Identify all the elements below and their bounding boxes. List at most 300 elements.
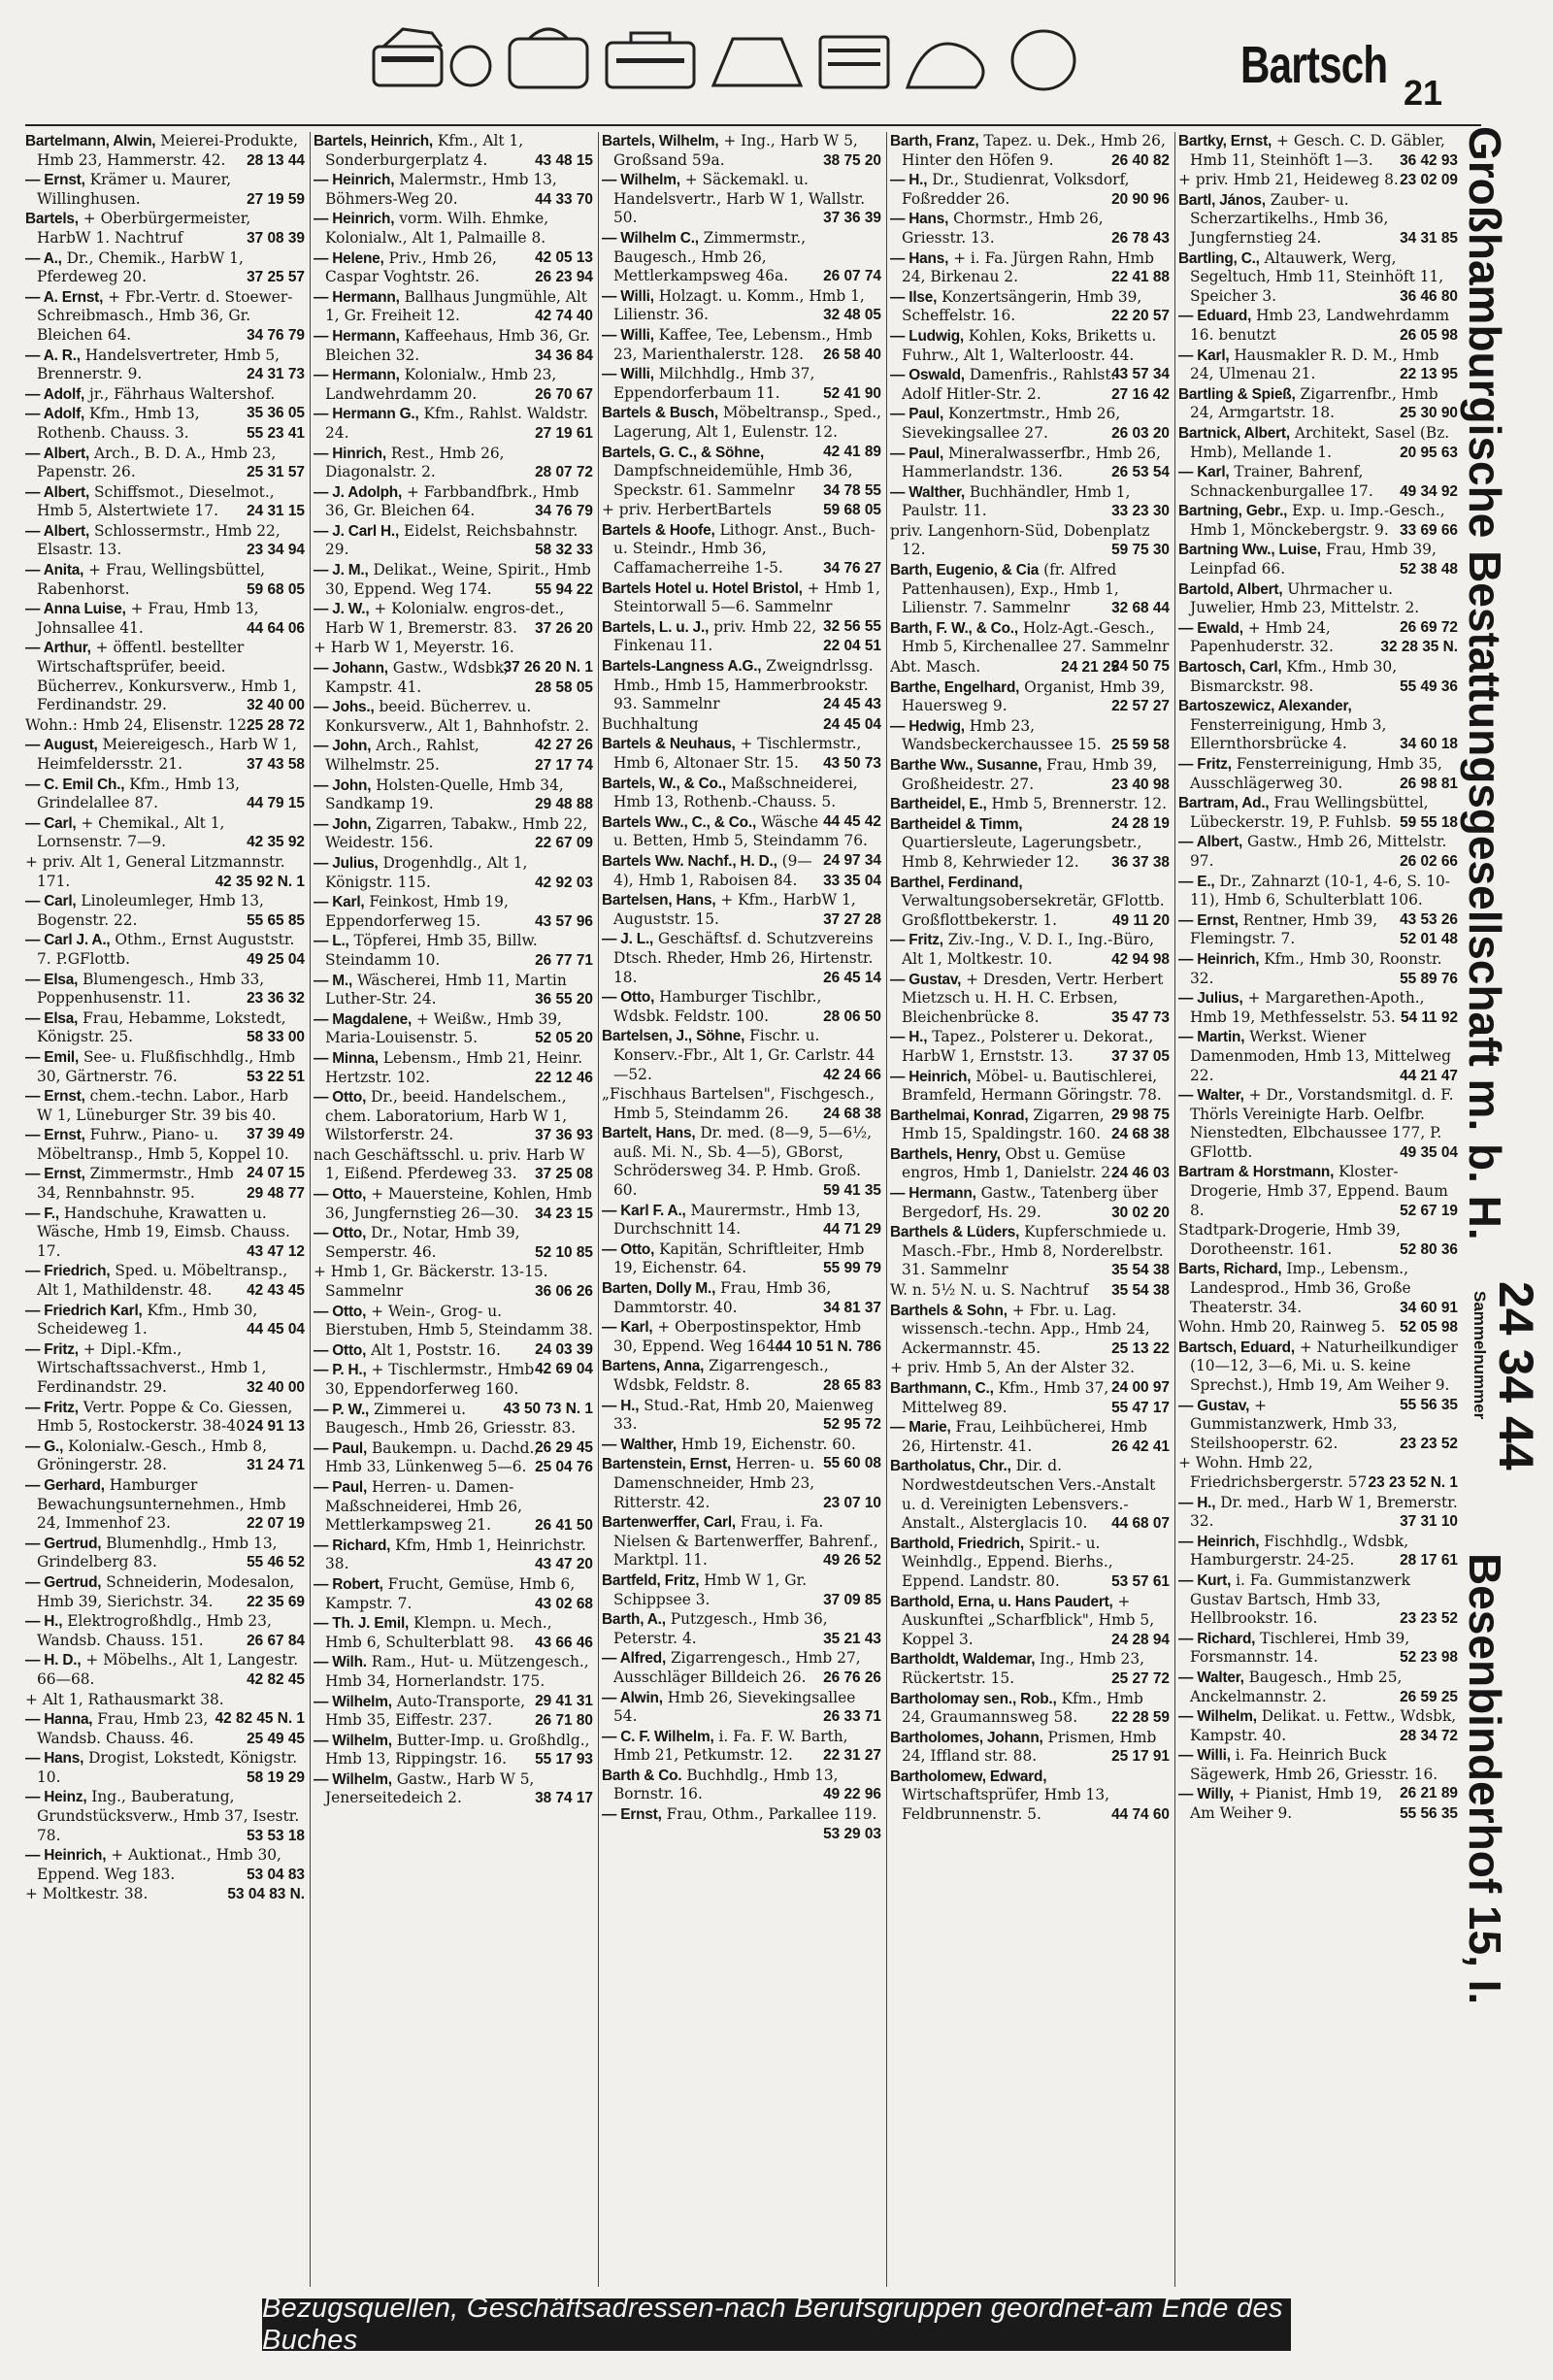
directory-entry [314,366,593,404]
entry-details: + Hmb 1, Gr. Bäckerstr. 13-15. Sammelnr [314,1263,548,1301]
entry-name: Bartky, Ernst, [1178,133,1272,149]
entry-details: Putzgesch., Hmb 36, Peterstr. 4. [613,1610,828,1647]
entry-name: Bartels, [25,211,79,228]
entry-details: See- u. Flußfischhdlg., Hmb 30, Gärtnerstr. 76. [37,1047,296,1085]
entry-phone: 52 23 98 [1400,1649,1458,1667]
directory-entry [25,1302,305,1339]
entry-details: Kfm., Hmb 30, Roonstr. 32. [1190,949,1442,987]
directory-entry [314,1614,593,1652]
directory-entry [25,1885,305,1904]
entry-details: Zigarrengesch., Hmb 27, Ausschläger Billdeich 26. [613,1649,861,1686]
directory-entry [25,736,305,774]
entry-details: Gastw., Harb W 5, Jenerseitedeich 2. [325,1769,535,1807]
entry-details: Konzertmstr., Hmb 26, Sievekingsallee 27. [902,405,1121,442]
directory-entry [890,1302,1170,1359]
entry-phone: 53 04 83 [247,1866,305,1883]
entry-name: — F., [25,1205,59,1222]
entry-name: — Paul, [314,1478,368,1496]
entry-name: — Otto, [314,1341,367,1359]
entry-details: Chormstr., Hmb 26, Griesstr. 13. [902,210,1104,247]
directory-entry [602,1513,881,1570]
entry-phone: 25 30 90 [1400,405,1458,422]
entry-name: — C. Emil Ch., [25,776,125,793]
entry-name: — Otto, [314,1303,367,1320]
directory-entry [1178,1454,1458,1492]
entry-phone: 42 43 45 [247,1282,305,1300]
entry-name: — Julius, [314,854,379,872]
entry-name: Bartenwerffer, Carl, [602,1514,736,1532]
entry-details: + Möbelhs., Alt 1, Langestr. 66—68. [37,1651,299,1688]
entry-details: + Farbbandfbrk., Hmb 36, Gr. Bleichen 64. [325,482,579,520]
entry-details: Linoleumleger, Hmb 13, Bogenstr. 22. [37,892,264,929]
directory-entry [314,932,593,970]
entry-details: + Auktionat., Hmb 30, Eppend. Weg 183. [37,1846,281,1883]
entry-name: Bartels & Neuhaus, [602,736,736,753]
entry-details: + Frau, Hmb 13, Johnsallee 41. [37,600,259,637]
entry-phone: 34 76 79 [535,503,593,520]
directory-entry [890,931,1170,969]
entry-phone: 34 60 18 [1400,736,1458,753]
entry-phone: 43 47 12 [247,1242,305,1260]
entry-name: — Wilhelm, [1178,1708,1257,1726]
entry-phone: 26 69 72 [1400,618,1458,636]
entry-name: — Marie, [890,1419,951,1437]
entry-phone: 55 49 36 [1400,678,1458,695]
directory-entry [1178,171,1458,190]
directory-entry [314,1263,593,1301]
entry-phone: 24 68 38 [823,1105,881,1122]
entry-phone: 52 01 48 [1400,931,1458,948]
directory-entry [25,132,305,170]
entry-details: Klempn. u. Mech., Hmb 6, Schulterblatt 98. [325,1614,552,1651]
directory-entry [890,1184,1170,1222]
entry-details: + Fbr.-Vertr. d. Stoewer-Schreibmasch., Hmb 36, Gr. Bleichen 64. [37,287,293,344]
side-phone-label: Sammelnummer [1470,1291,1489,1420]
entry-details: Exp. u. Imp.-Gesch., Hmb 1, Mönckebergstr. 9. [1190,502,1445,539]
directory-entry [602,287,881,325]
directory-entry [314,1478,593,1536]
entry-name: Bartheidel & Timm, [890,815,1023,833]
directory-entry [1178,1571,1458,1629]
entry-phone: 27 17 74 [535,757,593,774]
entry-details: nach Geschäftsschl. u. priv. Harb W 1, Eißend. Pferdeweg 33. [314,1145,585,1183]
directory-entry [602,657,881,714]
entry-phone: 42 82 45 [247,1670,305,1688]
directory-entry [602,1728,881,1766]
directory-entry [602,715,881,735]
entry-name: Bartnick, Albert, [1178,424,1290,442]
directory-entry [314,600,593,638]
entry-phone: 44 74 60 [1111,1806,1170,1824]
entry-name: — Anita, [25,562,84,579]
entry-name: — Hans, [890,249,949,267]
entry-name: — Ernst, [25,1088,85,1106]
entry-details: Kolonialw.-Gesch., Hmb 8, Gröningerstr. 28. [37,1437,267,1474]
entry-phone: 34 81 37 [823,1299,881,1316]
entry-details: Frucht, Gemüse, Hmb 6, Kampstr. 7. [325,1574,576,1612]
entry-details: Dr., Zahnarzt (10-1, 4-6, S. 10-11), Hmb 6, Schulterblatt 106. [1190,872,1450,909]
entry-details: Handschuhe, Krawatten u. Wäsche, Hmb 19, Eimsb. Chauss. 17. [37,1204,290,1260]
directory-entry [602,1240,881,1278]
entry-phone: 25 17 91 [1111,1748,1170,1766]
entry-name: — Kurt, [1178,1571,1232,1589]
entry-details: Zigarren, Tabakw., Hmb 22, Weidestr. 156. [325,814,588,852]
entry-name: — Robert, [314,1575,383,1593]
entry-details: chem.-techn. Labor., Harb W 1, Lüneburger Str. 39 bis 40. [37,1087,289,1124]
directory-entry [602,521,881,578]
entry-phone: 24 31 15 [247,503,305,520]
entry-details: + priv. Hmb 5, An der Alster 32. [890,1359,1135,1377]
entry-phone: 22 31 27 [823,1747,881,1765]
entry-phone: 26 33 71 [823,1708,881,1726]
entry-name: — Hermann, [314,367,400,384]
entry-phone: 32 40 00 [247,1379,305,1396]
directory-entry [314,327,593,365]
entry-details: Stud.-Rat, Hmb 20, Maienweg 33. [613,1396,875,1434]
directory-entry [602,229,881,286]
entry-name: Bartelmann, Alwin, [25,133,156,149]
entry-name: — Hans, [890,211,949,228]
entry-phone: 25 49 45 [247,1730,305,1747]
entry-phone: 53 57 61 [1111,1572,1170,1590]
entry-phone: 37 43 58 [247,756,305,773]
entry-name: — Johs., [314,699,375,716]
entry-phone: 42 41 89 [823,443,881,460]
directory-entry [602,1279,881,1317]
directory-entry [602,1027,881,1084]
entry-phone: 42 69 04 [535,1361,593,1378]
entry-phone: 37 31 10 [1400,1513,1458,1531]
directory-entry [890,1729,1170,1767]
directory-entry [25,639,305,714]
directory-entry [890,1690,1170,1728]
entry-name: Bartning, Gebr., [1178,503,1288,520]
directory-entry [314,1049,593,1087]
directory-entry [314,893,593,931]
entry-phone: 55 94 22 [535,580,593,598]
entry-phone: 26 77 71 [535,951,593,969]
entry-details: Abt. Masch. [890,658,981,677]
entry-name: Bartels Hotel u. Hotel Bristol, [602,579,803,597]
entry-phone: 59 75 30 [1111,542,1170,559]
entry-name: — Karl, [1178,347,1230,364]
entry-phone: 37 27 28 [823,910,881,928]
entry-details: Buchhaltung [602,714,699,733]
entry-name: — H., [1178,1494,1216,1511]
entry-details: Eidelst, Reichsbahnstr. 29. [325,521,578,559]
entry-details: Butter-Imp. u. Großhdlg., Hmb 13, Rippingstr. 16. [325,1731,590,1768]
entry-details: Uhrmacher u. Juwelier, Hmb 23, Mittelstr. 2. [1190,579,1420,617]
entry-phone: 20 95 63 [1400,444,1458,461]
entry-phone: 26 41 50 [535,1517,593,1535]
entry-details: + Auskunftei „Scharfblick", Hmb 5, Koppel 3. [902,1592,1155,1648]
entry-details: Frau, Leihbücherei, Hmb 26, Hirtenstr. 41. [902,1418,1147,1455]
entry-details: Frau, i. Fa. Nielsen & Bartenwerffer, Bahrenf., Marktpl. 11. [613,1513,878,1570]
entry-details: Frau, Hmb 39, Leinpfad 66. [1190,541,1437,578]
entry-name: Barthold, Friedrich, [890,1535,1024,1552]
entry-phone: 22 57 27 [1111,698,1170,715]
directory-entry [890,483,1170,521]
entry-phone: 42 94 98 [1111,950,1170,968]
entry-phone: 49 22 96 [823,1786,881,1803]
entry-name: — Wilhelm, [602,172,680,189]
entry-phone: 37 25 08 [535,1166,593,1183]
entry-details: Zweigndrlssg. Hmb., Hmb 15, Hammerbrookstr. 93. Sammelnr [613,657,874,713]
entry-details: Buchhändler, Hmb 1, Paulstr. 11. [902,482,1131,520]
entry-phone: 24 45 04 [823,715,881,733]
directory-entry [25,853,305,891]
entry-details: Fischr. u. Konserv.-Fbr., Alt 1, Gr. Carlstr. 44—52. [613,1027,876,1083]
entry-phone: 22 20 57 [1111,308,1170,325]
entry-name: — Walther, [890,483,965,501]
entry-details: i. Fa. F. W. Barth, Hmb 21, Petkumstr. 12. [613,1727,848,1765]
entry-phone: 26 59 25 [1400,1688,1458,1705]
directory-entry [602,1571,881,1609]
entry-name: — John, [314,738,372,755]
entry-name: — Elsa, [25,1009,79,1027]
directory-entry [314,1770,593,1808]
directory-entry [602,132,881,170]
directory-entry [25,814,305,852]
entry-details: Schneiderin, Modesalon, Hmb 39, Sierichstr. 34. [37,1572,295,1610]
entry-details: + Hmb 24, Papenhuderstr. 32. [1190,618,1334,656]
entry-phone: 55 60 08 [823,1455,881,1472]
directory-entry [1178,989,1458,1027]
entry-details: Frau, Hmb 36, Dammtorstr. 40. [613,1279,832,1316]
entry-details: + Kolonialw. engros-det., Harb W 1, Bremerstr. 83. [325,600,565,637]
directory-entry [25,445,305,482]
entry-details: Quartiersleute, Lagerungsbetr., Hmb 8, Kehrwieder 12. [902,834,1142,871]
entry-details: Kupferschmiede u. Masch.-Fbr., Hmb 8, Norderelbstr. 31. Sammelnr [902,1223,1167,1279]
entry-name: — Ernst, [602,1806,662,1824]
entry-phone: 23 40 98 [1111,776,1170,793]
directory-entry [25,210,305,248]
entry-name: — Wilh. [314,1654,367,1671]
directory-entry [890,1650,1170,1688]
entry-name: Barthe Ww., Susanne, [890,757,1042,774]
entry-name: — Martin, [1178,1029,1245,1046]
entry-phone: 26 07 74 [823,268,881,285]
directory-entry [1178,1630,1458,1668]
entry-details: + Moltkestr. 38. [25,1885,149,1903]
directory-entry [1178,1494,1458,1532]
entry-details: Frau, Hmb 23, Wandsb. Chauss. 46. [37,1710,209,1747]
entry-phone: 23 07 10 [823,1494,881,1511]
entry-phone: 25 27 72 [1111,1669,1170,1687]
entry-phone: 55 17 93 [535,1751,593,1768]
directory-entry [1178,249,1458,307]
entry-details: Milchhdlg., Hmb 37, Eppendorferbaum 11. [613,365,815,402]
entry-details: Dampfschneidemühle, Hmb 36, Speckstr. 61. Sammelnr [613,462,853,499]
entry-name: — August, [25,737,98,754]
entry-name: — Karl, [602,1319,653,1337]
entry-details: Kfm., Hmb 37, Mittelweg 89. [902,1379,1109,1416]
entry-details: + Dresden, Vertr. Herbert Mietzsch u. H. H. C. Erbsen, Bleichenbrücke 8. [902,970,1164,1026]
entry-phone: 44 68 07 [1111,1515,1170,1533]
entry-details: + i. Fa. Jürgen Rahn, Hmb 24, Birkenau 2. [902,248,1154,286]
entry-details: + Chemikal., Alt 1, Lornsenstr. 7—9. [37,813,225,851]
entry-phone: 25 59 58 [1111,737,1170,754]
entry-name: — Adolf, [25,385,85,403]
entry-name: — Hans, [25,1750,84,1768]
entry-details: Fensterreinigung, Hmb 3, Ellernthorsbrücke 4. [1190,715,1387,753]
entry-details: Schiffsmot., Dieselmot., Hmb 5, Alstertwiete 17. [37,482,275,520]
directory-entry [314,561,593,599]
entry-phone: 36 37 38 [1111,853,1170,871]
entry-name: Bartram & Horstmann, [1178,1164,1335,1181]
entry-phone: 22 12 46 [535,1069,593,1086]
entry-details: Zigarrengesch., Wdsbk, Feldstr. 8. [613,1357,829,1394]
directory-entry [25,1009,305,1047]
entry-phone: 26 76 26 [823,1669,881,1686]
directory-entry [25,171,305,209]
entry-details: Kfm., Hmb 13, Grindelallee 87. [37,775,240,812]
entry-name: Bartold, Albert, [1178,580,1283,598]
entry-phone: 43 50 73 N. 1 [503,1400,593,1417]
entry-name: Bartholatus, Chr., [890,1458,1011,1475]
entry-details: + Weißw., Hmb 39, Maria-Louisenstr. 5. [325,1009,562,1047]
entry-details: + Dr., Vorstandsmitgl. d. F. Thörls Vereinigte Harb. Oelfbr. Nienstedten, Elbchaussee 177, P. GFlottb. [1190,1086,1454,1161]
entry-details: Hmb 5, Brennerstr. 12. [991,795,1167,813]
page-header [0,0,1553,113]
entry-details: Dr., Notar, Hmb 39, Semperstr. 46. [325,1224,520,1261]
directory-entry [890,210,1170,248]
entry-phone: 43 47 20 [535,1556,593,1573]
entry-details: Ing., Bauberatung, Grundstücksverw., Hmb 37, Isestr. 78. [37,1788,300,1844]
entry-name: Bartels Ww., C., & Co., [602,813,757,831]
entry-details: Herren- u. Damenschneider, Hmb 23, Ritterstr. 42. [613,1455,815,1511]
entry-details: + Gesch. C. D. Gäbler, Hmb 11, Steinhöft 1—3. [1190,132,1445,169]
directory-entry [25,1205,305,1262]
entry-phone: 52 38 48 [1400,561,1458,578]
entry-phone: 28 07 72 [535,464,593,481]
entry-phone: 49 35 04 [1400,1143,1458,1161]
entry-phone: 24 91 13 [247,1418,305,1436]
entry-details: Drogist, Lokstedt, Königstr. 10. [37,1749,298,1786]
entry-details: Frau Wellingsbüttel, Lübeckerstr. 19, P. Fuhlsb. [1190,794,1429,831]
directory-entry [890,1145,1170,1183]
entry-name: — J. Adolph, [314,483,403,501]
directory-entry [1178,307,1458,345]
directory-entry [1178,697,1458,754]
entry-name: Bartels-Langness A.G., [602,658,762,676]
entry-phone: 34 36 84 [535,347,593,364]
entry-name: Barthold, Erna, u. Hans Paudert, [890,1593,1113,1610]
entry-name: — Albert, [1178,834,1243,851]
entry-details: Fensterreinigung, Hmb 35, Ausschlägerweg 30. [1190,755,1442,792]
entry-phone: 49 25 04 [247,950,305,968]
entry-phone: 24 46 03 [1111,1165,1170,1182]
entry-details: Auto-Transporte, Hmb 35, Eiffestr. 237. [325,1692,526,1730]
entry-name: Bartens, Anna, [602,1358,705,1375]
directory-entry [314,483,593,521]
entry-phone: 24 45 43 [823,696,881,713]
entry-phone: 23 23 52 N. 1 [1368,1473,1458,1491]
entry-name: — Alwin, [602,1689,663,1706]
entry-details: Wohn.: Hmb 24, Elisenstr. 12. [25,715,251,734]
entry-name: — Heinrich, [1178,950,1260,968]
entry-name: Bartl, János, [1178,191,1266,209]
entry-details: Wohn. Hmb 20, Rainweg 5. [1178,1318,1386,1337]
entry-phone: 24 07 15 [247,1165,305,1182]
entry-phone: 34 23 15 [535,1205,593,1222]
directory-entry [1178,755,1458,793]
entry-name: — L., [314,933,349,950]
entry-phone: 30 02 20 [1111,1204,1170,1221]
entry-phone: 55 23 41 [247,424,305,442]
directory-columns [25,132,1481,2287]
header-illustration [364,19,1082,97]
entry-details: + Ing., Harb W 5, Großsand 59a. [613,132,858,169]
entry-name: Barthmann, C., [890,1380,994,1397]
directory-entry [25,1651,305,1689]
entry-phone: 52 10 85 [535,1243,593,1261]
entry-details: Dr., Chemik., HarbW 1, Pferdeweg 20. [37,248,244,286]
entry-phone: 28 34 72 [1400,1727,1458,1744]
entry-details: Kfm, Hmb 1, Heinrichstr. 38. [325,1536,586,1573]
entry-details: + Hmb 1, Steintorwall 5—6. Sammelnr [613,578,880,616]
entry-details: + Oberbürgermeister, HarbW 1. Nachtruf [37,210,251,247]
entry-phone: 24 50 75 [1111,658,1170,676]
directory-entry [25,561,305,599]
entry-phone: 26 40 82 [1111,151,1170,169]
directory-entry [1178,385,1458,423]
entry-details: Kaffee, Tee, Lebensm., Hmb 23, Marienthalerstr. 128. [613,325,873,363]
entry-name: — Willi, [1178,1747,1231,1765]
entry-phone: 28 65 83 [823,1377,881,1394]
entry-details: i. Fa. Heinrich Buck Sägewerk, Hmb 26, Griesstr. 16. [1190,1746,1438,1783]
entry-details: Frau, Hebamme, Lokstedt, Königstr. 25. [37,1008,286,1046]
entry-details: Alt 1, Poststr. 16. [371,1340,501,1359]
directory-entry [25,1048,305,1086]
column-divider [1174,132,1175,2287]
directory-entry [890,756,1170,794]
entry-phone: 52 95 72 [823,1416,881,1434]
entry-phone: 59 68 05 [247,580,305,598]
entry-details: Frau, Othm., Parkallee 119. [666,1805,877,1824]
entry-details: beeid. Bücherrev. u. Konkursverw., Alt 1, Bahnhofstr. 2. [325,698,590,735]
entry-phone: 26 42 41 [1111,1438,1170,1455]
entry-details: + priv. Alt 1, General Litzmannstr. 171. [25,852,285,890]
entry-phone: 24 97 34 [823,851,881,869]
entry-name: — Albert, [25,445,90,462]
entry-name: — Heinrich, [314,211,395,228]
entry-name: Bartels, G. C., & Söhne, [602,444,765,461]
entry-phone: 26 45 14 [823,969,881,986]
entry-phone: 24 68 38 [1111,1126,1170,1143]
entry-details: + priv. Hmb 21, Heideweg 8. [1178,171,1399,189]
entry-details: (fr. Alfred Pattenhausen), Exp., Hmb 1, Lilienstr. 7. Sammelnr [902,561,1119,617]
entry-phone: 55 65 85 [247,911,305,929]
entry-phone: 27 19 61 [535,424,593,442]
entry-details: Dr., beeid. Handelschem., chem. Laboratorium, Harb W 1, Wilstorferstr. 24. [325,1088,568,1144]
entry-phone: 59 55 18 [1400,813,1458,831]
directory-entry [25,522,305,560]
entry-details: Ziv.-Ing., V. D. I., Ing.-Büro, Alt 1, Moltkestr. 10. [902,931,1155,968]
entry-phone: 31 24 71 [247,1457,305,1474]
entry-name: — J. W., [314,601,370,618]
entry-name: Bartholdt, Waldemar, [890,1651,1036,1669]
entry-details: Zigarren, Hmb 15, Spaldingstr. 160. [902,1106,1105,1143]
directory-entry [890,1028,1170,1066]
directory-entry [314,171,593,209]
directory-entry [25,1262,305,1300]
entry-details: Krämer u. Maurer, Willinghusen. [37,171,232,208]
entry-name: — Willy, [1178,1786,1234,1803]
entry-phone: 23 23 52 [1400,1435,1458,1452]
entry-phone: 55 46 52 [247,1554,305,1571]
entry-phone: 36 46 80 [1400,287,1458,305]
